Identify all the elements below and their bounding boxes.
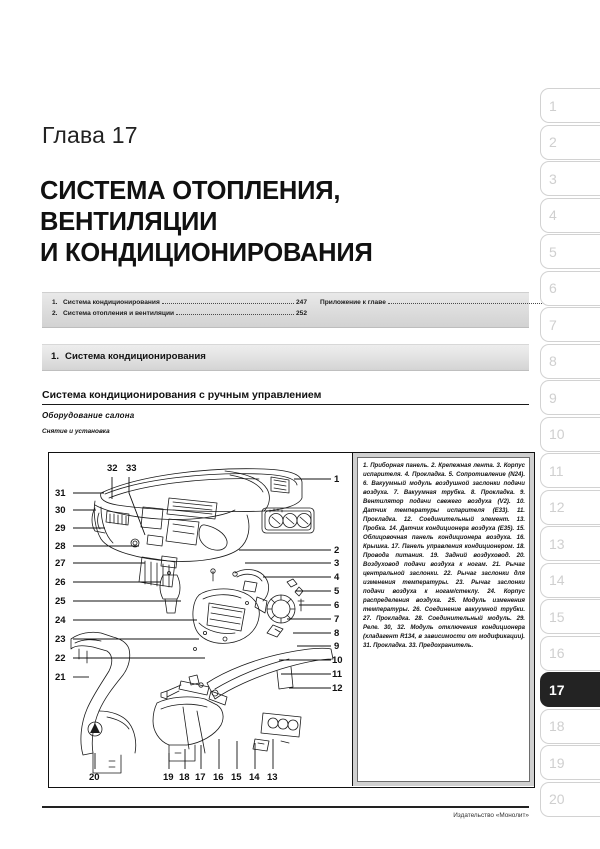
page-title-line-1: СИСТЕМА ОТОПЛЕНИЯ,	[40, 177, 341, 205]
callout-1: 1	[334, 474, 340, 485]
page-title	[40, 176, 510, 269]
toc-column-left	[52, 297, 307, 319]
chapter-tab-5[interactable]: 5	[540, 234, 600, 269]
callout-5: 5	[334, 586, 340, 597]
callout-6: 6	[334, 600, 340, 611]
toc-entry-label: Система кондиционирования	[63, 299, 160, 306]
chapter-tab-11[interactable]: 11	[540, 453, 600, 488]
callout-8: 8	[334, 628, 340, 639]
chapter-label: Глава 17	[42, 122, 138, 148]
toc-entry-number: 2.	[52, 310, 58, 317]
toc-entry-page: 252	[295, 310, 307, 317]
figure-block	[48, 452, 535, 788]
callout-4: 4	[334, 572, 340, 583]
chapter-tab-4[interactable]: 4	[540, 198, 600, 233]
section-number: 1.	[51, 351, 60, 362]
chapter-tab-6[interactable]: 6	[540, 271, 600, 306]
callout-7: 7	[334, 614, 340, 625]
toc-entry-number: 1.	[52, 299, 58, 306]
chapter-tab-7[interactable]: 7	[540, 307, 600, 342]
chapter-tab-16[interactable]: 16	[540, 636, 600, 671]
callout-23: 23	[55, 634, 66, 645]
subsection-heading: Система кондиционирования с ручным управлением	[42, 389, 529, 405]
toc-entry[interactable]	[52, 297, 307, 308]
diagram-artwork	[49, 453, 354, 786]
callout-25: 25	[55, 596, 66, 607]
page-title-line-3: И КОНДИЦИОНИРОВАНИЯ	[40, 239, 373, 267]
callout-13: 13	[267, 772, 278, 783]
chapter-tab-15[interactable]: 15	[540, 599, 600, 634]
figure-legend-text: 1. Приборная панель. 2. Крепежная лента. 3. Корпус испарителя. 4. Прокладка. 5. Сопротивление (N24). 6. Вакуумный модуль воздушной заслонки подачи воздуха. 7. Вакуумная трубка. 8. Прокладка. 9. Вентилятор подачи свежего воздуха (V2). 10. Датчик температуры испарителя (E33). 11. Прокладка. 12. Соединительный элемент. 13. Пробка. 14. Датчик кондиционера воздуха (E35). 15. Облицовочная панель кондиционера воздуха. 16. Крышка. 17. Панель управления кондиционером. 18. Провода питания. 19. Задний воздуховод. 20. Воздуховод подачи воздуха к ногам. 21. Рычаг центральной заслонки. 22. Рычаг заслонки для изменения температуры. 23. Рычаг заслонки подачи воздуха к ногам/стеклу. 24. Корпус распределения воздуха. 25. Модуль изменения температуры. 26. Соединение вакуумной трубки. 27. Прокладка. 28. Соединительный модуль. 29. Реле. 30, 32. Модуль отключения кондиционера (хладагент R134, в зависимости от модификации). 31. Прокладка. 33. Предохранитель.	[363, 463, 525, 649]
toc-leader-dots	[176, 310, 294, 315]
toc-entry[interactable]	[320, 297, 565, 308]
page-title-line-2: ВЕНТИЛЯЦИИ	[40, 208, 218, 236]
toc-column-right	[320, 297, 565, 308]
callout-18: 18	[179, 772, 190, 783]
chapter-tab-20[interactable]: 20	[540, 782, 600, 817]
chapter-tab-12[interactable]: 12	[540, 490, 600, 525]
callout-9: 9	[334, 641, 340, 652]
chapter-tab-19[interactable]: 19	[540, 745, 600, 780]
chapter-tab-13[interactable]: 13	[540, 526, 600, 561]
callout-30: 30	[55, 505, 66, 516]
chapter-tab-9[interactable]: 9	[540, 380, 600, 415]
callout-14: 14	[249, 772, 260, 783]
chapter-tab-10[interactable]: 10	[540, 417, 600, 452]
chapter-table-of-contents	[42, 292, 529, 328]
callout-22: 22	[55, 653, 66, 664]
equipment-heading: Оборудование салона	[42, 411, 135, 420]
callout-16: 16	[213, 772, 224, 783]
callout-20: 20	[89, 772, 100, 783]
procedure-heading: Снятие и установка	[42, 428, 110, 435]
callout-10: 10	[332, 655, 343, 666]
callout-33: 33	[126, 463, 137, 474]
callout-27: 27	[55, 558, 66, 569]
chapter-tab-1[interactable]: 1	[540, 88, 600, 123]
toc-entry-label: Приложение к главе	[320, 299, 386, 306]
callout-12: 12	[332, 683, 343, 694]
callout-26: 26	[55, 577, 66, 588]
toc-leader-dots	[388, 299, 552, 304]
chapter-tab-18[interactable]: 18	[540, 709, 600, 744]
callout-15: 15	[231, 772, 242, 783]
chapter-tab-8[interactable]: 8	[540, 344, 600, 379]
callout-29: 29	[55, 523, 66, 534]
chapter-tab-2[interactable]: 2	[540, 125, 600, 160]
toc-leader-dots	[162, 299, 294, 304]
callout-28: 28	[55, 541, 66, 552]
footer-publisher: Издательство «Монолит»	[453, 812, 529, 819]
toc-entry[interactable]	[52, 308, 307, 319]
toc-entry-page: 247	[295, 299, 307, 306]
chapter-tab-17[interactable]: 17	[540, 672, 600, 707]
callout-11: 11	[332, 669, 343, 680]
exploded-view-diagram	[49, 453, 354, 786]
chapter-tab-3[interactable]: 3	[540, 161, 600, 196]
chapter-tab-strip	[540, 88, 600, 818]
callout-2: 2	[334, 545, 340, 556]
callout-19: 19	[163, 772, 174, 783]
section-header-bar	[42, 344, 529, 371]
figure-legend-inner	[357, 457, 530, 782]
callout-24: 24	[55, 615, 66, 626]
footer-divider	[42, 806, 529, 808]
callout-21: 21	[55, 672, 66, 683]
toc-entry-label: Система отопления и вентиляции	[63, 310, 175, 317]
chapter-tab-14[interactable]: 14	[540, 563, 600, 598]
figure-legend-panel	[352, 453, 534, 786]
callout-3: 3	[334, 558, 340, 569]
section-title: Система кондиционирования	[65, 351, 206, 362]
callout-32: 32	[107, 463, 118, 474]
callout-17: 17	[195, 772, 206, 783]
callout-31: 31	[55, 488, 66, 499]
section-header-content	[51, 351, 206, 362]
